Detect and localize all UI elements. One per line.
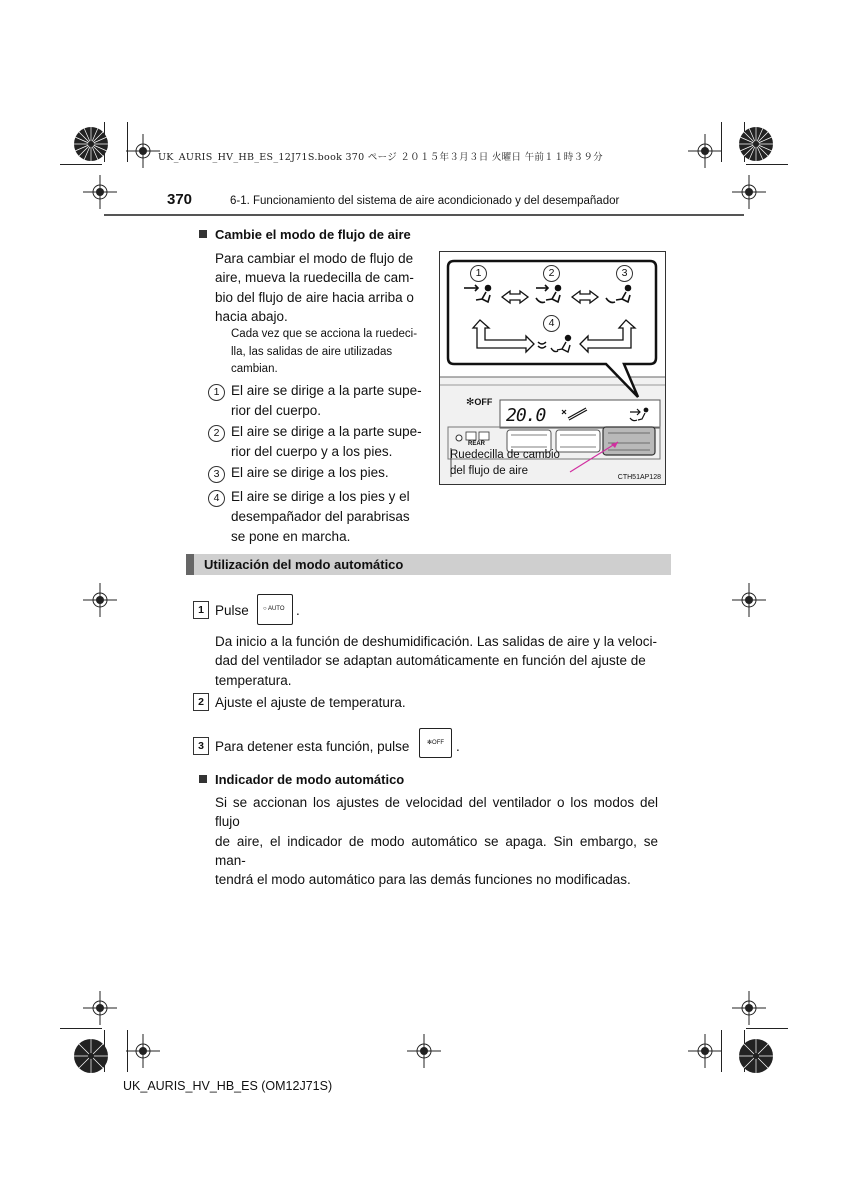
airflow-item-1 [231,381,425,421]
section-band [186,554,671,575]
caption-line: del flujo de aire [450,465,528,477]
crosshair-target-icon [126,134,160,168]
step-number-1: 1 [193,601,209,619]
airflow-intro [215,249,425,326]
section-band-title: Utilización del modo automático [204,557,404,572]
airflow-item-2 [231,422,425,462]
intro-line: aire, mueva la ruedecilla de cam- [215,270,414,286]
item-number-4: 4 [208,490,225,507]
step-number-2: 2 [193,693,209,711]
figure-callout-3: 3 [616,265,633,282]
intro-line: hacia abajo. [215,308,288,324]
note-line: Cada vez que se acciona la ruedeci- [231,328,418,340]
airflow-item-3 [231,463,425,483]
desc-line: dad del ventilador se adaptan automáticamente en función del ajuste de [215,653,646,669]
intro-line: Para cambiar el modo de flujo de [215,251,414,266]
crosshair-target-icon [688,1034,722,1068]
indicator-body [215,793,658,889]
item-line: se pone en marcha. [231,529,351,544]
airflow-item-4 [231,487,425,547]
footer-code: UK_AURIS_HV_HB_ES (OM12J71S) [123,1079,333,1093]
crosshair-target-icon [732,175,766,209]
registration-rosette-icon [738,1038,774,1074]
off-button-icon [419,728,452,758]
figure-callout-1: 1 [470,265,487,282]
figure-callout-4: 4 [543,315,560,332]
off-button-icon-label: ✻OFF [427,740,445,746]
header-rule [104,214,744,216]
auto-button-label: ○ AUTO [263,606,285,612]
step3-punct: . [456,739,460,754]
airflow-note [231,326,425,379]
off-label-text: OFF [474,397,493,407]
step1-description [215,632,658,690]
note-line: cambian. [231,363,278,375]
item-line: El aire se dirige a los pies. [231,465,389,480]
desc-line: temperatura. [215,672,292,688]
item-number-2: 2 [208,425,225,442]
desc-line: Da inicio a la función de deshumidificación. Las salidas de aire y la veloci- [215,634,657,649]
registration-rosette-icon [738,126,774,162]
crosshair-target-icon [83,583,117,617]
item-number-3: 3 [208,466,225,483]
fan-icon: ✻ [466,397,475,408]
crosshair-target-icon [688,134,722,168]
indicator-line: tendrá el modo automático para las demás funciones no modificadas. [215,872,631,888]
temperature-display: 20.0 [506,405,546,426]
airflow-figure [439,251,666,485]
crosshair-target-icon [732,991,766,1025]
caption-line: Ruedecilla de cambio [450,449,560,461]
crosshair-target-icon [126,1034,160,1068]
airflow-heading-text: Cambie el modo de flujo de aire [215,227,411,242]
figure-caption [450,447,560,479]
step1-punct: . [296,603,300,618]
item-line: desempañador del parabrisas [231,509,410,524]
step1-text: Pulse [215,603,249,618]
square-bullet-icon [199,230,207,238]
item-line: rior del cuerpo y a los pies. [231,444,393,459]
item-line: El aire se dirige a los pies y el [231,489,410,504]
crosshair-target-icon [83,991,117,1025]
note-line: lla, las salidas de aire utilizadas [231,345,393,358]
item-line: rior del cuerpo. [231,403,322,418]
item-number-1: 1 [208,384,225,401]
section-title: 6-1. Funcionamiento del sistema de aire acondicionado y del desempañador [230,195,620,207]
square-bullet-icon [199,775,207,783]
airflow-heading [199,227,411,242]
figure-code: CTH51AP128 [617,474,661,481]
rear-label: REAR [468,441,486,447]
indicator-line: Si se accionan los ajustes de velocidad del ventilador o los modos del flujo [215,795,658,830]
print-metadata-line: UK_AURIS_HV_HB_ES_12J71S.book 370 ページ ２０１５年３月３日 火曜日 午前１１時３９分 [158,152,603,163]
indicator-line: de aire, el indicador de modo automático se apaga. Sin embargo, se man- [215,833,658,868]
off-button-label [466,397,492,408]
item-line: El aire se dirige a la parte supe- [231,383,422,398]
item-line: El aire se dirige a la parte supe- [231,424,422,439]
indicator-heading-text: Indicador de modo automático [215,772,405,787]
auto-button-text: AUTO [267,606,285,612]
crosshair-target-icon [407,1034,441,1068]
step2-text: Ajuste el ajuste de temperatura. [215,695,406,710]
crosshair-target-icon [83,175,117,209]
indicator-heading [199,772,404,787]
registration-rosette-icon [73,1038,109,1074]
figure-callout-2: 2 [543,265,560,282]
auto-button-icon [257,594,293,625]
intro-line: bio del flujo de aire hacia arriba o [215,289,414,305]
off-button-text: OFF [432,740,445,746]
page-number: 370 [167,191,193,208]
registration-rosette-icon [73,126,109,162]
crosshair-target-icon [732,583,766,617]
step3-text: Para detener esta función, pulse [215,739,410,754]
step-number-3: 3 [193,737,209,755]
